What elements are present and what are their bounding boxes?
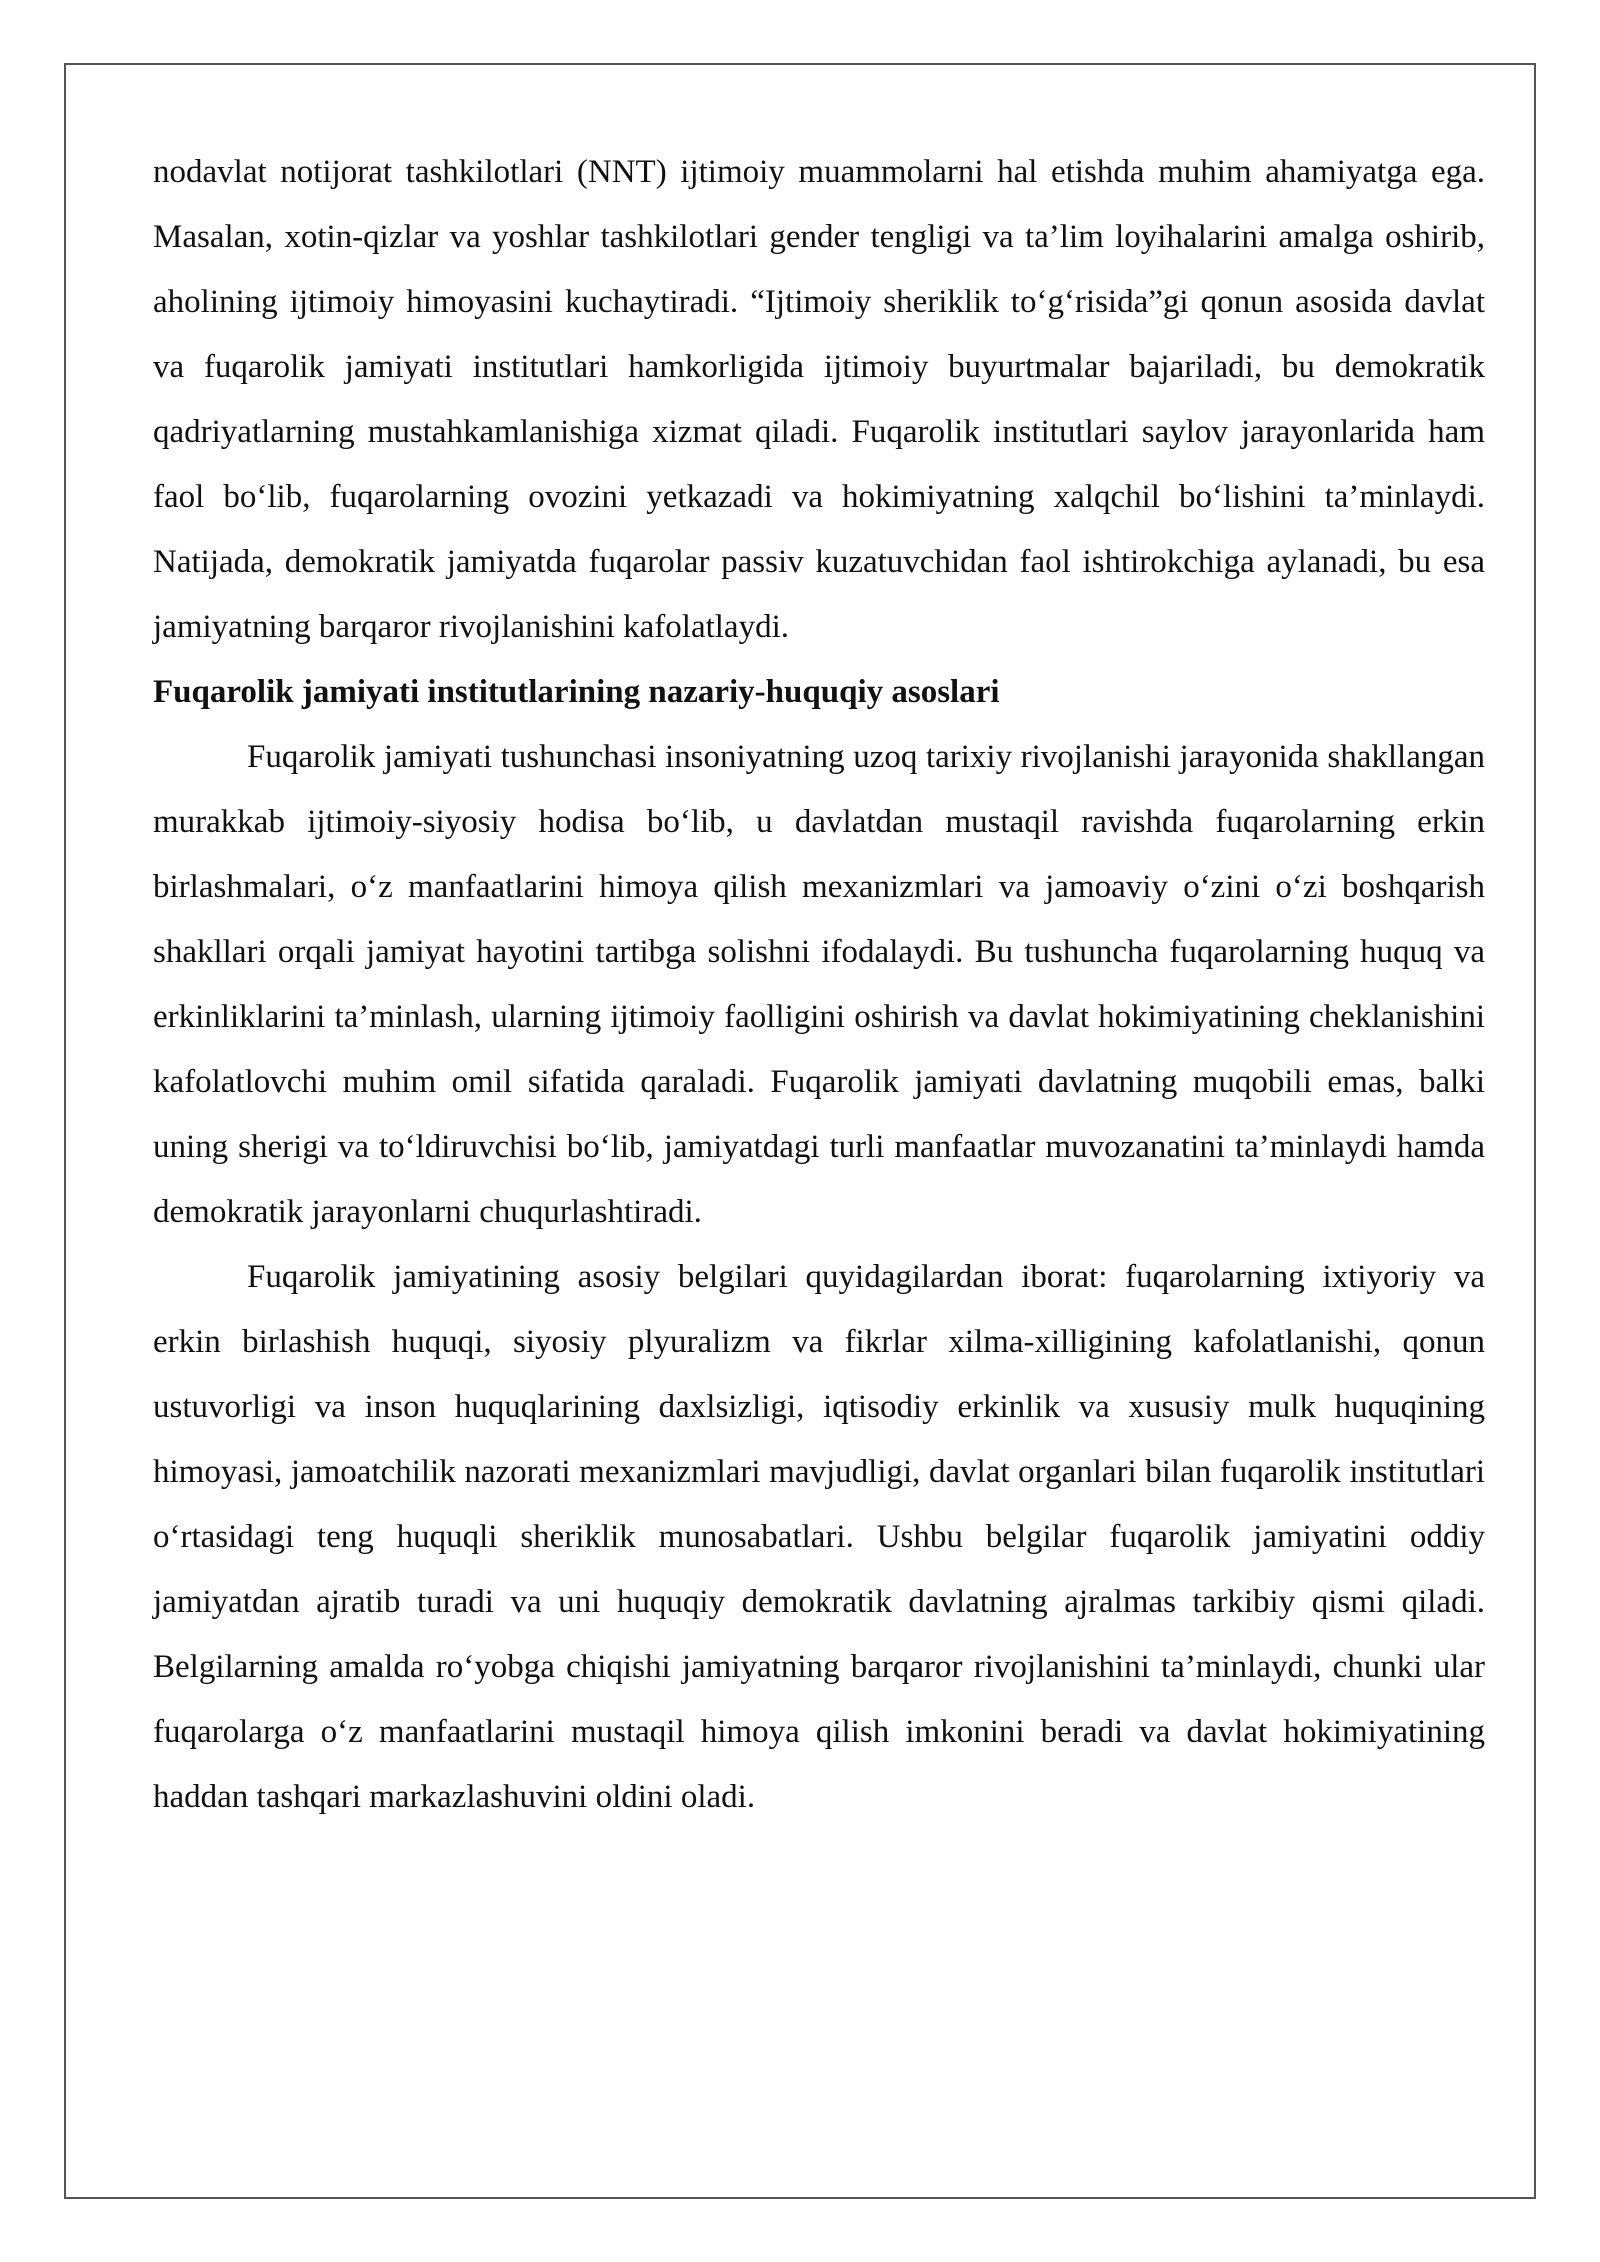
section-paragraph-1: Fuqarolik jamiyati tushunchasi insoniyatning uzoq tarixiy rivojlanishi jarayonida shakllangan murakkab ijtimoiy-siyosiy hodisa bo‘lib, u davlatdan mustaqil ravishda fuqarolarning erkin birlashmalari, o‘z manfaatlarini himoya qilish mexanizmlari va jamoaviy o‘zini o‘zi boshqarish shakllari orqali jamiyat hayotini tartibga solishni ifodalaydi. Bu tushuncha fuqarolarning huquq va erkinliklarini ta’minlash, ularning ijtimoiy faolligini oshirish va davlat hokimiyatining cheklanishini kafolatlovchi muhim omil sifatida qaraladi. Fuqarolik jamiyati davlatning muqobili emas, balki uning sherigi va to‘ldiruvchisi bo‘lib, jamiyatdagi turli manfaatlar muvozanatini ta’minlaydi hamda demokratik jarayonlarni chuqurlashtiradi.: [153, 739, 1485, 1230]
continuation-paragraph: nodavlat notijorat tashkilotlari (NNT) ijtimoiy muammolarni hal etishda muhim ahamiyatga ega. Masalan, xotin-qizlar va yoshlar tashkilotlari gender tengligi va ta’lim loyihalarini amalga oshirib, aholining ijtimoiy himoyasini kuchaytiradi. “Ijtimoiy sheriklik to‘g‘risida”gi qonun asosida davlat va fuqarolik jamiyati institutlari hamkorligida ijtimoiy buyurtmalar bajariladi, bu demokratik qadriyatlarning mustahkamlanishiga xizmat qiladi. Fuqarolik institutlari saylov jarayonlarida ham faol bo‘lib, fuqarolarning ovozini yetkazadi va hokimiyatning xalqchil bo‘lishini ta’minlaydi. Natijada, demokratik jamiyatda fuqarolar passiv kuzatuvchidan faol ishtirokchiga aylanadi, bu esa jamiyatning barqaror rivojlanishini kafolatlaydi.: [153, 154, 1485, 645]
section-paragraph-2: Fuqarolik jamiyatining asosiy belgilari quyidagilardan iborat: fuqarolarning ixtiyoriy va erkin birlashish huquqi, siyosiy plyuralizm va fikrlar xilma-xilligining kafolatlanishi, qonun ustuvorligi va inson huquqlarining daxlsizligi, iqtisodiy erkinlik va xususiy mulk huquqining himoyasi, jamoatchilik nazorati mexanizmlari mavjudligi, davlat organlari bilan fuqarolik institutlari o‘rtasidagi teng huquqli sheriklik munosabatlari. Ushbu belgilar fuqarolik jamiyatini oddiy jamiyatdan ajratib turadi va uni huquqiy demokratik davlatning ajralmas tarkibiy qismi qiladi. Belgilarning amalda ro‘yobga chiqishi jamiyatning barqaror rivojlanishini ta’minlaydi, chunki ular fuqarolarga o‘z manfaatlarini mustaqil himoya qilish imkonini beradi va davlat hokimiyatining haddan tashqari markazlashuvini oldini oladi.: [153, 1259, 1485, 1815]
section-heading: Fuqarolik jamiyati institutlarining nazariy-huquqiy asoslari: [153, 674, 1000, 710]
document-body: [153, 140, 1485, 1830]
